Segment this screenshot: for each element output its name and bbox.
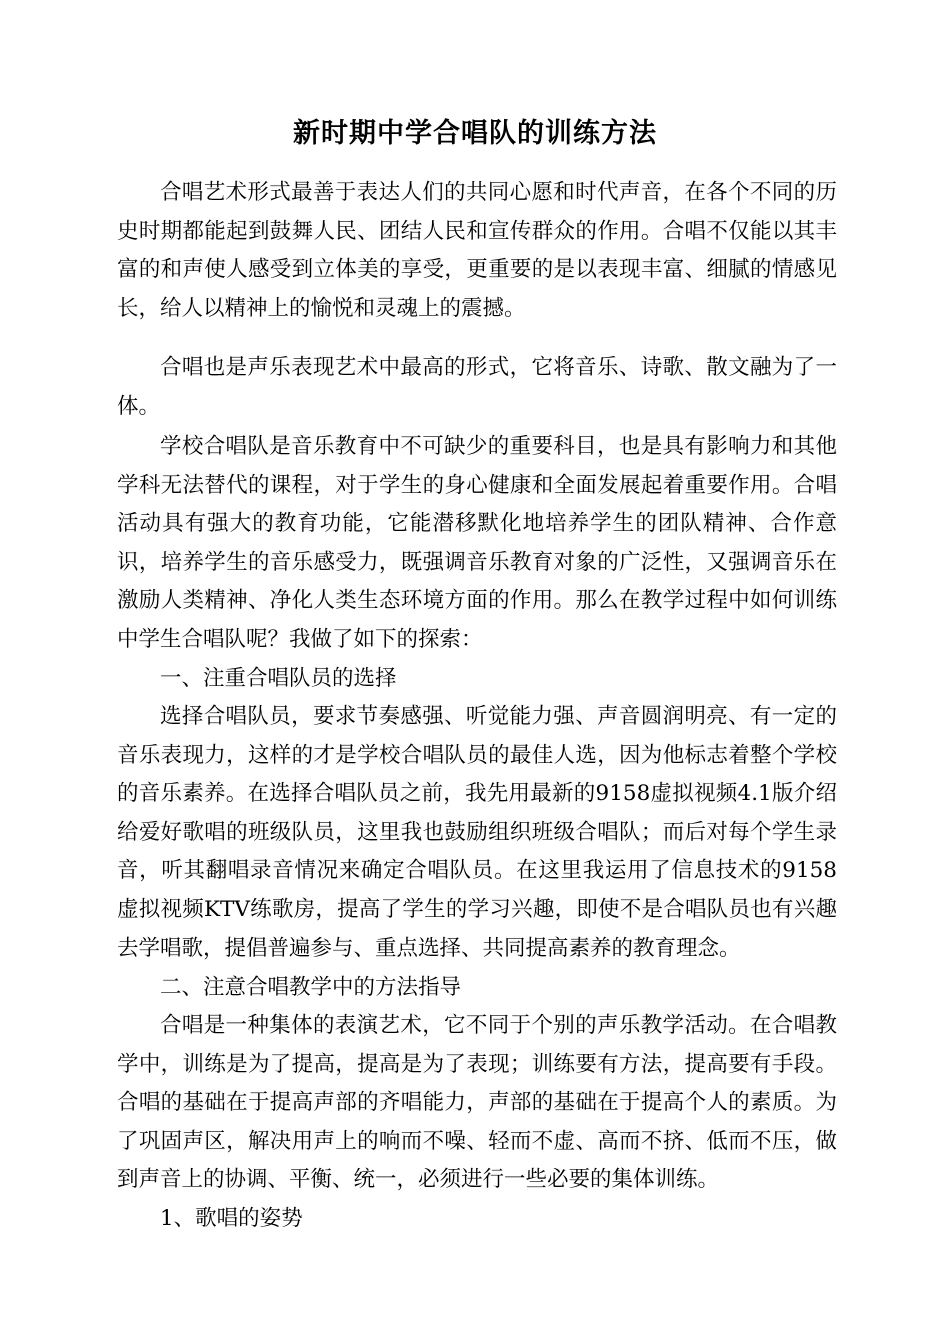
method-guidance-paragraph: 合唱是一种集体的表演艺术，它不同于个别的声乐教学活动。在合唱教学中，训练是为了提高，提高是为了表现；训练要有方法，提高要有手段。合唱的基础在于提高声部的齐唱能力，声部的基础在于提高个人的素质。为了巩固声区，解决用声上的响而不噪、轻而不虚、高而不挤、低而不压，做到声音上的协调、平衡、统一，必须进行一些必要的集体训练。 <box>117 1013 837 1193</box>
chorus-form-paragraph: 合唱也是声乐表现艺术中最高的形式，它将音乐、诗歌、散文融为了一体。 <box>117 355 837 419</box>
member-selection-paragraph: 选择合唱队员，要求节奏感强、听觉能力强、声音圆润明亮、有一定的音乐表现力，这样的才是学校合唱队员的最佳人选，因为他标志着整个学校的音乐素养。在选择合唱队员之前，我先用最新的9158虚拟视频4.1版介绍给爱好歌唱的班级队员，这里我也鼓励组织班级合唱队；而后对每个学生录音，听其翻唱录音情况来确定合唱队员。在这里我运用了信息技术的9158虚拟视频KTV练歌房，提高了学生的学习兴趣，即使不是合唱队员也有兴趣去学唱歌，提倡普遍参与、重点选择、共同提高素养的教育理念。 <box>117 704 837 961</box>
subsection-heading-singing-posture: 1、歌唱的姿势 <box>160 1206 303 1231</box>
section-heading-method-guidance: 二、注意合唱教学中的方法指导 <box>160 975 462 1000</box>
document-title: 新时期中学合唱队的训练方法 <box>293 118 657 149</box>
section-heading-member-selection: 一、注重合唱队员的选择 <box>160 666 397 691</box>
school-chorus-paragraph: 学校合唱队是音乐教育中不可缺少的重要科目，也是具有影响力和其他学科无法替代的课程，对于学生的身心健康和全面发展起着重要作用。合唱活动具有强大的教育功能，它能潜移默化地培养学生的团队精神、合作意识，培养学生的音乐感受力，既强调音乐教育对象的广泛性，又强调音乐在激励人类精神、净化人类生态环境方面的作用。那么在教学过程中如何训练中学生合唱队呢？我做了如下的探索： <box>117 434 837 652</box>
intro-paragraph: 合唱艺术形式最善于表达人们的共同心愿和时代声音，在各个不同的历史时期都能起到鼓舞人民、团结人民和宣传群众的作用。合唱不仅能以其丰富的和声使人感受到立体美的享受，更重要的是以表现丰富、细腻的情感见长，给人以精神上的愉悦和灵魂上的震撼。 <box>117 180 837 321</box>
